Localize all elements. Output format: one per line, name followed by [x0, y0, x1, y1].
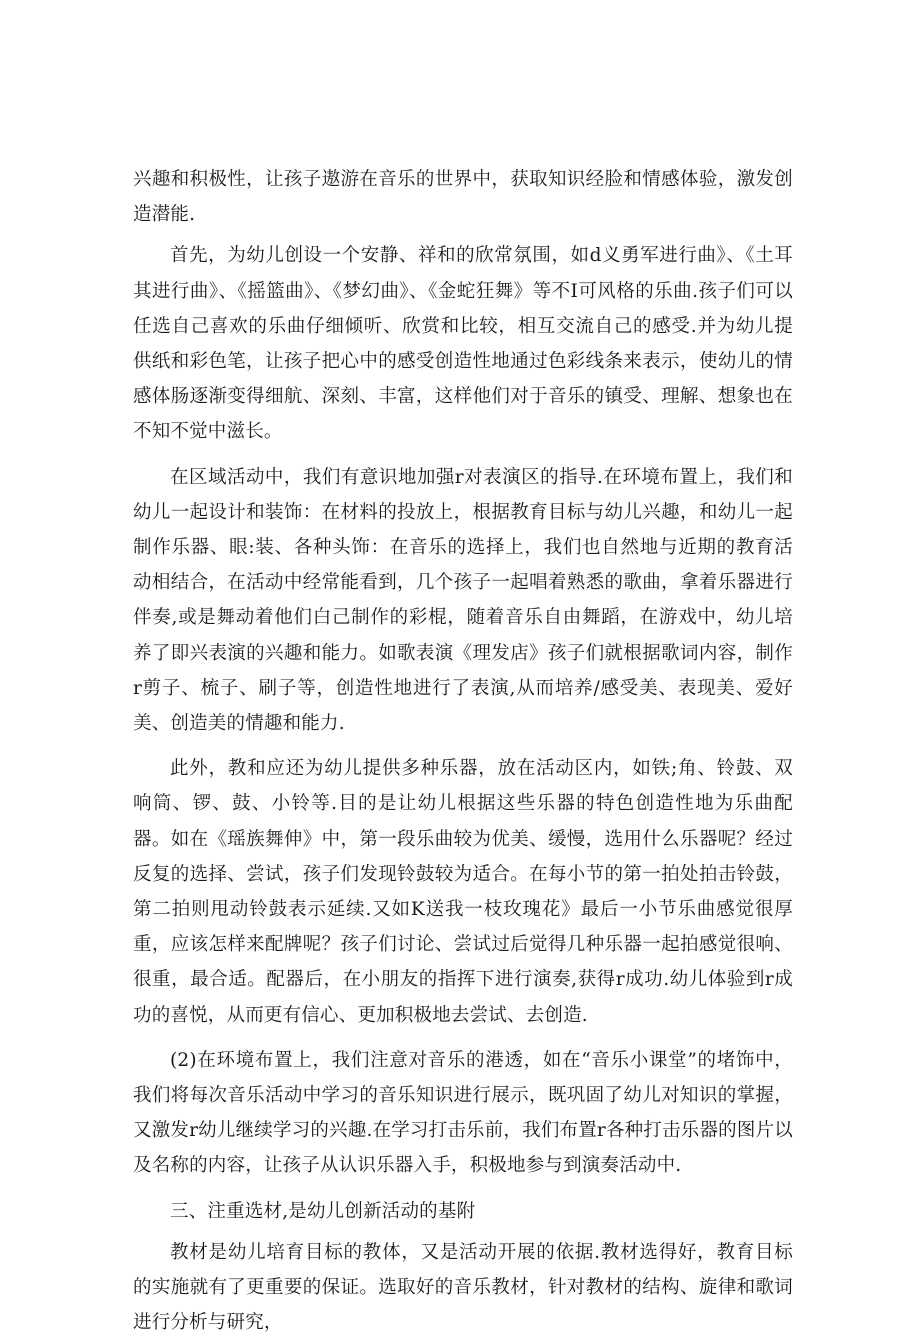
paragraph: 兴趣和积极性，让孩子遨游在音乐的世界中，获取知识经脸和情感体验，激发创造潜能. — [133, 169, 793, 226]
section-heading: 三、注重选材,是幼儿创新活动的基附 — [170, 1200, 476, 1222]
paragraph: 首先，为幼儿创设一个安静、祥和的欣常氛围，如d义勇军进行曲》、《土耳其进行曲》、《摇篮曲》、《梦幻曲》、《金蛇狂舞》等不I可风格的乐曲.孩子们可以任选自己喜欢的乐曲仔细倾听、欣赏和比较，相互交流自己的感受.并为幼儿提供纸和彩色笔，让孩子把心中的感受创造性地通过色彩线条来表示，使幼儿的情感体肠逐渐变得细航、深刻、丰富，这样他们对于音乐的镇受、理解、想象也在不知不觉中滋长。 — [133, 245, 793, 443]
document-body — [133, 162, 793, 1341]
paragraph: 在区域活动中，我们有意识地加强r对表演区的指导.在环境布置上，我们和幼儿一起设计和装饰：在材料的投放上，根据教育目标与幼儿兴趣，和幼儿一起制作乐器、眼:装、各种头饰：在音乐的选择上，我们也自然地与近期的教育活动相结合，在活动中经常能看到，几个孩子一起唱着熟悉的歌曲，拿着乐器进行伴奏,或是舞动着他们白己制作的彩棍，随着音乐自由舞蹈，在游戏中，幼儿培养了即兴表演的兴趣和能力。如歌表演《理发店》孩子们就根据歌词内容，制作r剪子、梳子、刷子等，创造性地进行了表演,从而培养/感受美、表现美、爱好美、创造美的情趣和能力. — [133, 466, 793, 735]
paragraph: 教材是幼儿培育目标的教体，又是活动开展的依据.教材选得好，教育目标的实施就有了更重要的保证。选取好的音乐教材，针对教材的结构、旋律和歌词进行分析与研究， — [133, 1241, 793, 1334]
paragraph: (2)在环境布置上，我们注意对音乐的港透，如在“音乐小课堂”的堵饰中，我们将每次音乐活动中学习的音乐知识进行展示，既巩固了幼儿对知识的掌握，又激发r幼儿继续学习的兴趣.在学习打击乐前，我们布置r各种打击乐器的图片以及名称的内容，让孩子从认识乐器入手，积极地参与到演奏活动中. — [133, 1049, 793, 1177]
paragraph: 此外，教和应还为幼儿提供多种乐器，放在活动区内，如铁;角、铃鼓、双响筒、锣、鼓、小铃等.目的是让幼儿根据这些乐器的特色创造性地为乐曲配器。如在《瑶族舞伸》中，第一段乐曲较为优美、缓慢，选用什么乐器呢？经过反复的选择、尝试，孩子们发现铃鼓较为适合。在每小节的第一拍处拍击铃鼓，第二拍则甩动铃鼓表示延续.又如K送我一枝玫瑰花》最后一小节乐曲感觉很厚重，应该怎样来配牌呢？孩子们讨论、尝试过后觉得几种乐器一起拍感觉很响、很重，最合适。配器后，在小朋友的指挥下进行演奏,获得r成功.幼儿体验到r成功的喜悦，从而更有信心、更加积极地去尝试、去创造. — [133, 758, 793, 1026]
